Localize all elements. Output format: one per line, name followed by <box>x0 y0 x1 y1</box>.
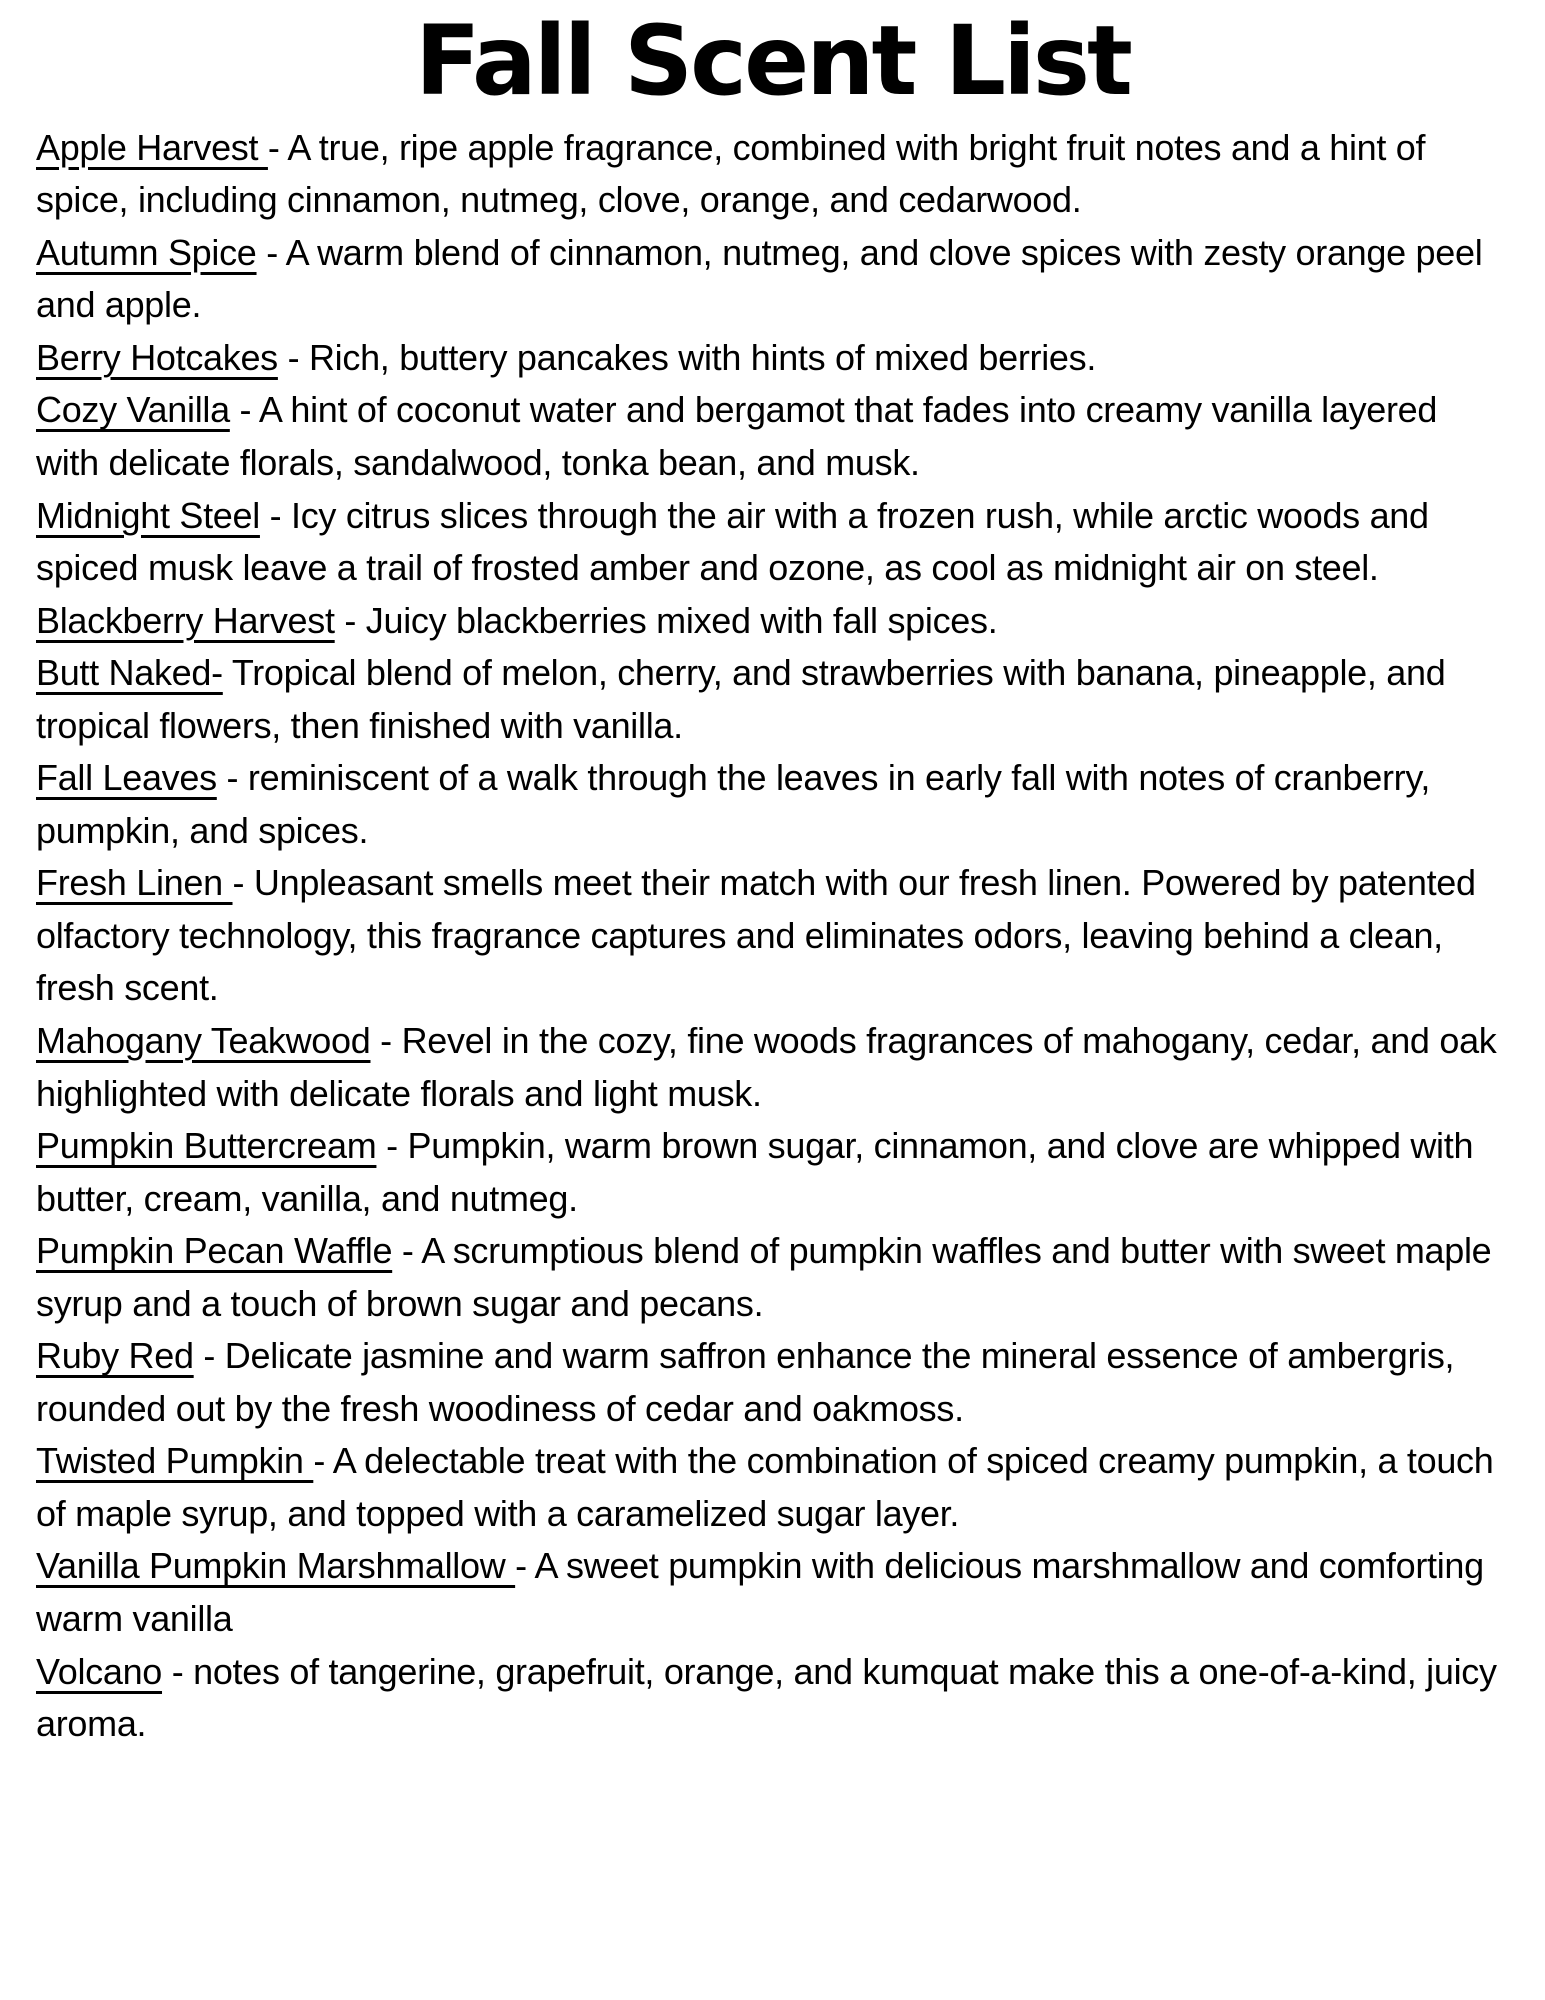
scent-description: - A hint of coconut water and bergamot that fades into creamy vanilla layered with delicate florals, sandalwood, tonka bean, and musk. <box>36 389 1438 483</box>
scent-description: - A delectable treat with the combination of spiced creamy pumpkin, a touch of maple syrup, and topped with a caramelized sugar layer. <box>36 1440 1494 1534</box>
scent-description: - reminiscent of a walk through the leaves in early fall with notes of cranberry, pumpkin, and spices. <box>36 757 1431 851</box>
scent-name: Midnight Steel <box>36 494 260 536</box>
scent-entry <box>36 647 1507 752</box>
scent-description: - Unpleasant smells meet their match with our fresh linen. Powered by patented olfactory technology, this fragrance captures and eliminates odors, leaving behind a clean, fresh scent. <box>36 862 1476 1009</box>
scent-name: Cozy Vanilla <box>36 389 230 431</box>
scent-entry <box>36 1540 1507 1645</box>
scent-name: Butt Naked- <box>36 652 223 694</box>
scent-description: - Juicy blackberries mixed with fall spices. <box>334 599 998 641</box>
scent-description: - Rich, buttery pancakes with hints of mixed berries. <box>277 336 1097 378</box>
scent-entry <box>36 857 1507 1015</box>
scent-entry <box>36 384 1507 489</box>
scent-name: Berry Hotcakes <box>36 336 278 378</box>
scent-entry <box>36 490 1507 595</box>
scent-name: Apple Harvest <box>36 126 268 168</box>
scent-entry <box>36 1646 1507 1751</box>
scent-description: - A scrumptious blend of pumpkin waffles and butter with sweet maple syrup and a touch of brown sugar and pecans. <box>36 1230 1492 1324</box>
scent-name: Fresh Linen <box>36 862 233 904</box>
scent-name: Vanilla Pumpkin Marshmallow <box>36 1545 516 1587</box>
scent-name: Pumpkin Buttercream <box>36 1125 377 1167</box>
scent-description: - A warm blend of cinnamon, nutmeg, and clove spices with zesty orange peel and apple. <box>36 231 1483 326</box>
scent-entry <box>36 332 1507 385</box>
scent-name: Volcano <box>36 1650 163 1692</box>
scent-entry <box>36 1015 1507 1120</box>
scent-description: - Delicate jasmine and warm saffron enhance the mineral essence of ambergris, rounded out by the fresh woodiness of cedar and oakmoss. <box>36 1335 1455 1429</box>
scent-name: Autumn Spice <box>36 231 257 273</box>
scent-name: Twisted Pumpkin <box>36 1440 314 1482</box>
scent-entry <box>36 595 1507 648</box>
scent-description: - A true, ripe apple fragrance, combined with bright fruit notes and a hint of spice, including cinnamon, nutmeg, clove, orange, and cedarwood. <box>36 126 1426 221</box>
scent-description: - A sweet pumpkin with delicious marshmallow and comforting warm vanilla <box>36 1545 1484 1639</box>
scent-entry <box>36 1120 1507 1225</box>
scent-name: Fall Leaves <box>36 757 217 799</box>
scent-description: - notes of tangerine, grapefruit, orange, and kumquat make this a one-of-a-kind, juicy aroma. <box>36 1650 1497 1745</box>
scent-entry <box>36 1330 1507 1435</box>
scent-entry <box>36 1225 1507 1330</box>
scent-description: - Icy citrus slices through the air with a frozen rush, while arctic woods and spiced musk leave a trail of frosted amber and ozone, as cool as midnight air on steel. <box>36 494 1429 589</box>
scent-list <box>0 122 1545 1751</box>
scent-entry <box>36 227 1507 332</box>
scent-name: Pumpkin Pecan Waffle <box>36 1230 393 1272</box>
scent-description: Tropical blend of melon, cherry, and strawberries with banana, pineapple, and tropical flowers, then finished with vanilla. <box>36 652 1446 746</box>
scent-entry <box>36 752 1507 857</box>
scent-name: Mahogany Teakwood <box>36 1019 371 1061</box>
scent-name: Blackberry Harvest <box>36 599 335 641</box>
scent-entry <box>36 122 1507 227</box>
scent-name: Ruby Red <box>36 1335 194 1377</box>
page-title: Fall Scent List <box>415 5 1130 117</box>
scent-description: - Pumpkin, warm brown sugar, cinnamon, and clove are whipped with butter, cream, vanilla, and nutmeg. <box>36 1125 1474 1219</box>
scent-entry <box>36 1435 1507 1540</box>
scent-description: - Revel in the cozy, fine woods fragrances of mahogany, cedar, and oak highlighted with delicate florals and light musk. <box>36 1019 1497 1114</box>
